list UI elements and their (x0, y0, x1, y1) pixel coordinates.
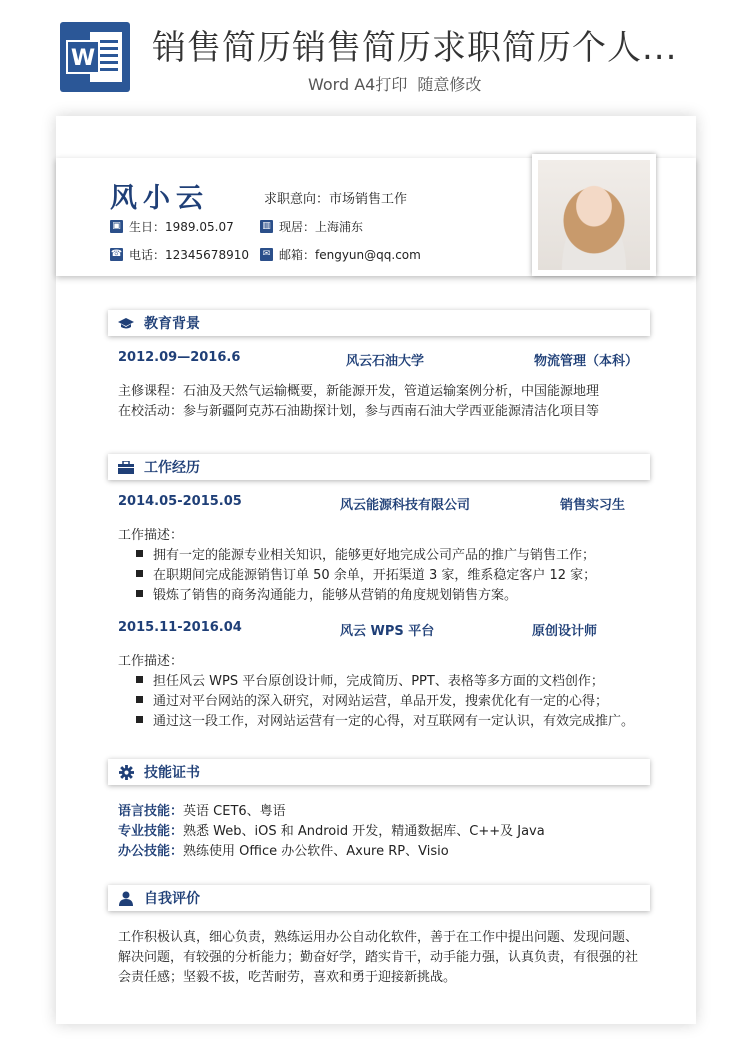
mail-icon: ✉ (260, 248, 273, 261)
list-item (136, 710, 634, 729)
job-date: 2014.05-2015.05 (118, 494, 242, 509)
section-title: 自我评价 (144, 891, 200, 907)
bullet-text: 在职期间完成能源销售订单 50 余单，开拓渠道 3 家，维系稳定客户 12 家； (153, 568, 597, 583)
building-icon: ▥ (260, 220, 273, 233)
section-title: 技能证书 (144, 765, 200, 781)
profile-photo (538, 160, 650, 270)
bullet-text: 通过对平台网站的深入研究，对网站运营，单品开发，搜索优化有一定的心得； (153, 694, 609, 709)
birth-text: 生日：1989.05.07 (129, 220, 234, 234)
profile-photo-frame (532, 154, 656, 276)
bullet-text: 担任风云 WPS 平台原创设计师，完成简历、PPT、表格等多方面的文档创作； (153, 674, 604, 689)
skill-key: 专业技能： (118, 824, 184, 839)
job-date: 2015.11-2016.04 (118, 620, 242, 635)
person-icon (118, 891, 134, 905)
location-info (260, 218, 363, 235)
job-company: 风云能源科技有限公司 (340, 498, 471, 513)
document-subtitle (308, 72, 491, 95)
graduation-cap-icon (118, 316, 134, 330)
word-document-icon: W (60, 22, 130, 92)
location-text: 现居：上海浦东 (279, 220, 364, 234)
list-item (136, 564, 596, 583)
section-self-eval (108, 885, 650, 911)
skill-professional (118, 820, 545, 839)
phone-text: 电话：12345678910 (129, 248, 249, 262)
job-role: 原创设计师 (532, 624, 598, 639)
education-courses: 主修课程：石油及天然气运输概要，新能源开发，管道运输案例分析，中国能源地理 (118, 384, 600, 399)
job-intent: 求职意向：市场销售工作 (264, 192, 408, 207)
bullet-text: 通过这一段工作，对网站运营有一定的心得，对互联网有一定认识，有效完成推广。 (153, 714, 635, 729)
gear-icon (118, 765, 134, 779)
bullet-text: 拥有一定的能源专业相关知识，能够更好地完成公司产品的推广与销售工作； (153, 548, 596, 563)
subtitle-edit: 随意修改 (417, 75, 482, 94)
resume-page (56, 116, 696, 1024)
list-item (136, 584, 517, 603)
document-header (0, 0, 750, 110)
email-info (260, 246, 421, 263)
section-title: 工作经历 (144, 460, 200, 476)
self-eval-text: 工作积极认真，细心负责，熟练运用办公自动化软件，善于在工作中提出问题、发现问题、解决问题，有较强的分析能力；勤奋好学，踏实肯干，动手能力强，认真负责，有很强的社会责任感；坚毅不拔，吃苦耐劳，喜欢和勇于迎接新挑战。 (118, 930, 639, 985)
birth-info (110, 218, 234, 235)
section-work (108, 454, 650, 480)
list-item (136, 670, 604, 689)
job-role: 销售实习生 (560, 498, 626, 513)
phone-info (110, 246, 249, 263)
email-text: 邮箱：fengyun@qq.com (279, 248, 421, 262)
skill-key: 办公技能： (118, 844, 184, 859)
job-desc-label: 工作描述： (118, 528, 184, 543)
skill-value: 熟悉 Web、iOS 和 Android 开发，精通数据库、C++及 Java (183, 824, 545, 839)
list-item (136, 690, 608, 709)
skill-value: 熟练使用 Office 办公软件、Axure RP、Visio (183, 844, 449, 859)
education-major: 物流管理（本科） (534, 354, 639, 369)
candidate-name: 风小云 (110, 183, 209, 214)
section-education (108, 310, 650, 336)
education-activities: 在校活动：参与新疆阿克苏石油勘探计划，参与西南石油大学西亚能源清洁化项目等 (118, 404, 600, 419)
document-title: 销售简历销售简历求职简历个人... (152, 28, 678, 68)
id-card-icon: ▣ (110, 220, 123, 233)
bullet-text: 锻炼了销售的商务沟通能力，能够从营销的角度规划销售方案。 (153, 588, 518, 603)
education-school: 风云石油大学 (346, 354, 425, 369)
skill-office (118, 840, 449, 859)
subtitle-format: Word A4打印 (308, 75, 408, 94)
job-desc-label: 工作描述： (118, 654, 184, 669)
briefcase-icon (118, 460, 134, 474)
list-item (136, 544, 595, 563)
phone-icon: ☎ (110, 249, 123, 259)
skill-value: 英语 CET6、粤语 (183, 804, 286, 819)
section-title: 教育背景 (144, 316, 200, 332)
job-company: 风云 WPS 平台 (340, 624, 435, 639)
education-date: 2012.09—2016.6 (118, 350, 241, 365)
skill-key: 语言技能： (118, 804, 184, 819)
section-skills (108, 759, 650, 785)
skill-language (118, 800, 286, 819)
